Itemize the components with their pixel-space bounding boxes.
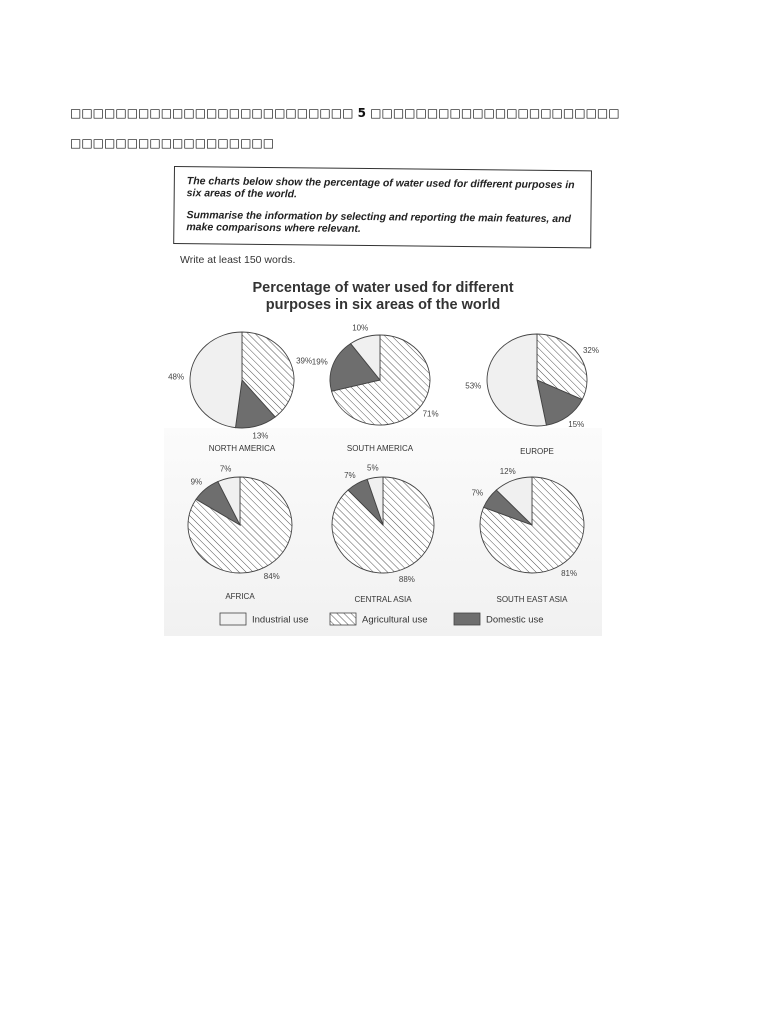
pct-label-agricultural: 81% <box>561 569 578 578</box>
pct-label-industrial: 53% <box>465 381 482 391</box>
chart-title-line-2: purposes in six areas of the world <box>265 297 501 313</box>
pct-label-agricultural: 88% <box>398 574 415 584</box>
legend-label-agricultural: Agricultural use <box>362 614 428 626</box>
pct-label-industrial: 7% <box>219 464 232 474</box>
legend-label-industrial: Industrial use <box>252 614 309 626</box>
pct-label-agricultural: 39% <box>296 356 313 366</box>
pct-label-domestic: 7% <box>471 488 484 498</box>
pct-label-industrial: 10% <box>352 323 369 333</box>
pie-africa <box>188 464 292 601</box>
region-label: SOUTH AMERICA <box>346 444 414 453</box>
region-label: NORTH AMERICA <box>208 444 276 453</box>
region-label: AFRICA <box>225 592 255 601</box>
pie-central-asia <box>332 464 434 604</box>
pie-north-america <box>168 332 312 453</box>
pct-label-domestic: 7% <box>344 471 356 481</box>
region-label: CENTRAL ASIA <box>354 595 412 604</box>
pct-label-agricultural: 32% <box>582 346 600 355</box>
slice-industrial <box>190 332 242 428</box>
region-label: SOUTH EAST ASIA <box>496 595 568 604</box>
pct-label-industrial: 12% <box>499 467 516 477</box>
heading-line-1: □□□□□□□□□□□□□□□□□□□□□□□□□ 5 □□□□□□□□□□□□□□□□□□□□□□ <box>70 106 620 120</box>
legend-swatch-agricultural <box>330 613 356 625</box>
chart-title-line-1: Percentage of water used for different <box>252 280 514 296</box>
pct-label-agricultural: 84% <box>263 571 280 581</box>
pct-label-agricultural: 71% <box>422 409 439 419</box>
region-label: EUROPE <box>520 447 554 456</box>
pie-south-america <box>312 324 439 453</box>
chart-legend <box>220 613 544 626</box>
legend-label-domestic: Domestic use <box>486 614 544 626</box>
pct-label-domestic: 19% <box>311 357 328 367</box>
word-count-note: Write at least 150 words. <box>180 254 296 266</box>
pct-label-industrial: 5% <box>367 463 379 473</box>
scanned-task-image <box>164 158 602 636</box>
pct-label-domestic: 9% <box>190 477 203 487</box>
pie-south-east-asia <box>472 467 584 604</box>
pct-label-industrial: 48% <box>168 372 185 382</box>
legend-swatch-industrial <box>220 613 246 625</box>
legend-swatch-domestic <box>454 613 480 625</box>
heading-line-2: □□□□□□□□□□□□□□□□□□ <box>70 136 275 150</box>
task-instruction: Summarise the information by selecting and reporting the main features, and make comparisons where relevant. <box>186 209 572 235</box>
pie-charts <box>164 158 602 636</box>
pie-europe <box>465 334 599 456</box>
pct-label-domestic: 15% <box>568 420 585 430</box>
pct-label-domestic: 13% <box>252 431 269 441</box>
task-prompt: The charts below show the percentage of water used for different purposes in six areas of the world. <box>186 175 575 201</box>
